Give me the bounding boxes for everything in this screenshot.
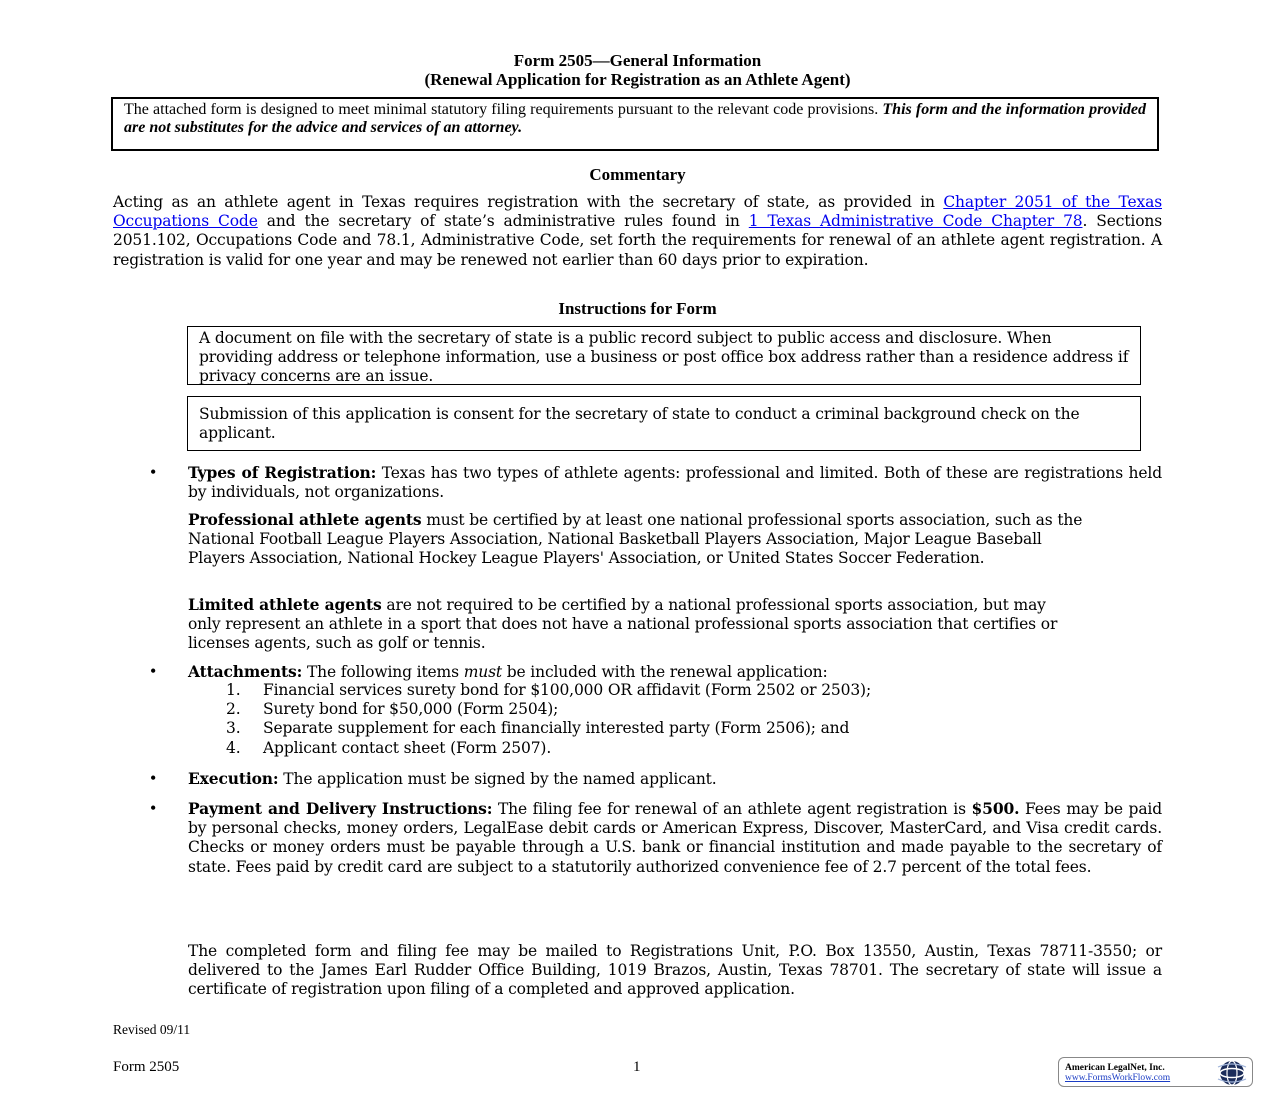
payment-text-2: Fees may be paid by personal checks, money orders, LegalEase debit cards or American Express, Discover, MasterCard, and Visa credit cards. Checks or money orders must be payable through a U.S. bank or financial institution and made payable to the secretary of state. Fees paid by credit card are subject to a statutorily authorized convenience fee of 2.7 percent of the total fees. xyxy=(188,800,1163,876)
logo-company-name: American LegalNet, Inc. xyxy=(1065,1063,1165,1073)
commentary-heading: Commentary xyxy=(589,165,686,184)
public-record-box: A document on file with the secretary of state is a public record subject to public access and disclosure. When providing address or telephone information, use a business or post office box address rather than a residence address if privacy concerns are an issue. xyxy=(187,326,1141,385)
types-of-registration xyxy=(188,463,1162,502)
globe-icon xyxy=(1215,1059,1249,1087)
payment-label: Payment and Delivery Instructions: xyxy=(188,799,493,818)
footer-form-number: Form 2505 xyxy=(113,1059,180,1075)
list-number: 2. xyxy=(226,700,241,718)
professional-text: must be certified by at least one national professional sports association, such as the National Football League Players Association, National Basketball Players Association, Major League Baseball Players Association, National Hockey League Players' Association, or United States Soccer Federation. xyxy=(188,511,1083,568)
admin-code-link[interactable]: 1 Texas Administrative Code Chapter 78 xyxy=(748,212,1083,231)
limited-text: are not required to be certified by a national professional sports association, but may only represent an athlete in a sport that does not have a national professional sports association that certifies or licenses agents, such as golf or tennis. xyxy=(188,596,1058,653)
list-text: Financial services surety bond for $100,000 OR affidavit (Form 2502 or 2503); xyxy=(263,681,872,699)
execution-label: Execution: xyxy=(188,769,279,788)
bullet-icon: • xyxy=(150,798,157,818)
attachments-text-1: The following items xyxy=(302,663,464,681)
commentary-text-2: and the secretary of state’s administrative rules found in xyxy=(257,212,749,231)
list-number: 4. xyxy=(226,739,241,757)
professional-label: Professional athlete agents xyxy=(188,510,422,529)
types-label: Types of Registration: xyxy=(188,463,377,482)
list-item xyxy=(226,681,871,700)
instructions-heading: Instructions for Form xyxy=(558,299,717,318)
list-text: Separate supplement for each financially interested party (Form 2506); and xyxy=(263,719,850,737)
list-item xyxy=(226,719,849,738)
disclaimer-box xyxy=(111,97,1159,151)
commentary-paragraph xyxy=(113,193,1162,270)
form-title: Form 2505—General Information xyxy=(513,51,762,70)
occupations-code-link[interactable]: Chapter 2051 of the Texas Occupations Code xyxy=(113,193,1162,231)
list-item xyxy=(226,739,551,758)
attachments-must: must xyxy=(463,663,502,681)
attachments-text-2: be included with the renewal application: xyxy=(501,663,828,681)
commentary-text-3: . Sections 2051.102, Occupations Code and 78.1, Administrative Code, set forth the requirements for renewal of an athlete agent registration. A registration is valid for one year and may be renewed not earlier than 60 days prior to expiration. xyxy=(113,212,1163,269)
revised-date: Revised 09/11 xyxy=(113,1022,191,1037)
payment-paragraph xyxy=(188,799,1162,877)
payment-text-1: The filing fee for renewal of an athlete agent registration is xyxy=(492,800,972,818)
page-number: 1 xyxy=(633,1059,641,1075)
mailing-paragraph: The completed form and filing fee may be mailed to Registrations Unit, P.O. Box 13550, Austin, Texas 78711-3550; or delivered to the James Earl Rudder Office Building, 1019 Brazos, Austin, Texas 78701. The secretary of state will issue a certificate of registration upon filing of a completed and approved application. xyxy=(188,942,1162,999)
bullet-icon: • xyxy=(150,661,157,681)
list-number: 1. xyxy=(226,681,241,699)
limited-agents-paragraph xyxy=(188,595,1078,654)
bullet-icon: • xyxy=(150,768,157,788)
limited-label: Limited athlete agents xyxy=(188,595,382,614)
execution-text: The application must be signed by the named applicant. xyxy=(278,770,717,788)
bullet-icon: • xyxy=(150,462,157,482)
list-number: 3. xyxy=(226,719,241,737)
form-subtitle: (Renewal Application for Registration as an Athlete Agent) xyxy=(424,70,851,89)
commentary-text-1: Acting as an athlete agent in Texas requires registration with the secretary of state, as provided in xyxy=(113,193,944,211)
professional-agents-paragraph xyxy=(188,510,1098,569)
logo-url[interactable]: www.FormsWorkFlow.com xyxy=(1065,1073,1171,1083)
attachments-label: Attachments: xyxy=(188,662,303,681)
disclaimer-text: The attached form is designed to meet minimal statutory filing requirements pursuant to the relevant code provisions. xyxy=(124,101,883,118)
list-text: Applicant contact sheet (Form 2507). xyxy=(263,739,552,757)
list-text: Surety bond for $50,000 (Form 2504); xyxy=(263,700,559,718)
types-text: Texas has two types of athlete agents: professional and limited. Both of these are registrations held by individuals, not organizations. xyxy=(188,464,1162,502)
payment-fee: $500. xyxy=(971,799,1020,818)
background-check-box: Submission of this application is consent for the secretary of state to conduct a criminal background check on the applicant. xyxy=(187,396,1141,451)
list-item xyxy=(226,700,558,719)
execution-paragraph xyxy=(188,769,1162,789)
attachments-intro xyxy=(188,662,1162,682)
disclaimer-emphasis: This form and the information provided are not substitutes for the advice and services of an attorney. xyxy=(124,101,1146,136)
american-legalnet-logo[interactable] xyxy=(1058,1057,1253,1087)
